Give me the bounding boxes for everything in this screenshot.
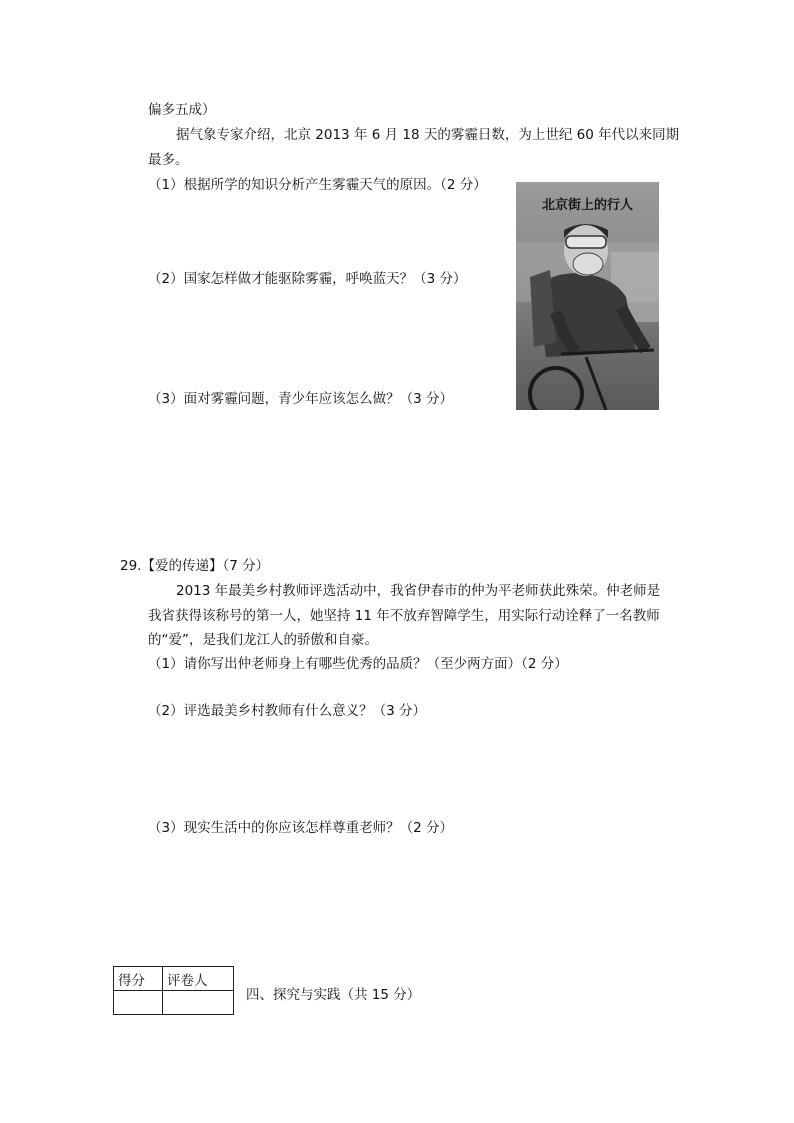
cyclist-with-mask-image <box>516 182 659 410</box>
q29-paragraph-line-3: 的“爱”，是我们龙江人的骄傲和自豪。 <box>148 632 378 648</box>
grader-label: 评卷人 <box>163 967 234 991</box>
photo-caption: 北京街上的行人 <box>541 198 633 213</box>
pedestrian-photo <box>516 182 659 410</box>
score-label: 得分 <box>114 967 163 991</box>
question-28-2: （2）国家怎样做才能驱除雾霾，呼唤蓝天？（3 分） <box>148 271 467 287</box>
question-29-1: （1）请你写出仲老师身上有哪些优秀的品质？（至少两方面）（2 分） <box>148 656 568 672</box>
score-cell[interactable] <box>114 991 163 1015</box>
intro-line-2: 最多。 <box>148 152 189 168</box>
q29-paragraph-line-2: 我省获得该称号的第一人，她坚持 11 年不放弃智障学生，用实际行动诠释了一名教师 <box>148 608 660 624</box>
section-four-title: 四、探究与实践（共 15 分） <box>246 987 421 1003</box>
continuation-text: 偏多五成） <box>148 102 216 118</box>
question-28-3: （3）面对雾霾问题，青少年应该怎么做？（3 分） <box>148 391 453 407</box>
question-29-heading: 29.【爱的传递】（7 分） <box>120 558 270 574</box>
grader-cell[interactable] <box>163 991 234 1015</box>
score-table <box>113 966 234 1015</box>
intro-line-1: 据气象专家介绍，北京 2013 年 6 月 18 天的雾霾日数，为上世纪 60 年代以来同期 <box>176 127 680 143</box>
q29-paragraph-line-1: 2013 年最美乡村教师评选活动中，我省伊春市的仲为平老师获此殊荣。仲老师是 <box>176 583 661 599</box>
question-29-2: （2）评选最美乡村教师有什么意义？（3 分） <box>148 703 426 719</box>
question-28-1: （1）根据所学的知识分析产生雾霾天气的原因。（2 分） <box>148 177 487 193</box>
question-29-3: （3）现实生活中的你应该怎样尊重老师？（2 分） <box>148 820 453 836</box>
